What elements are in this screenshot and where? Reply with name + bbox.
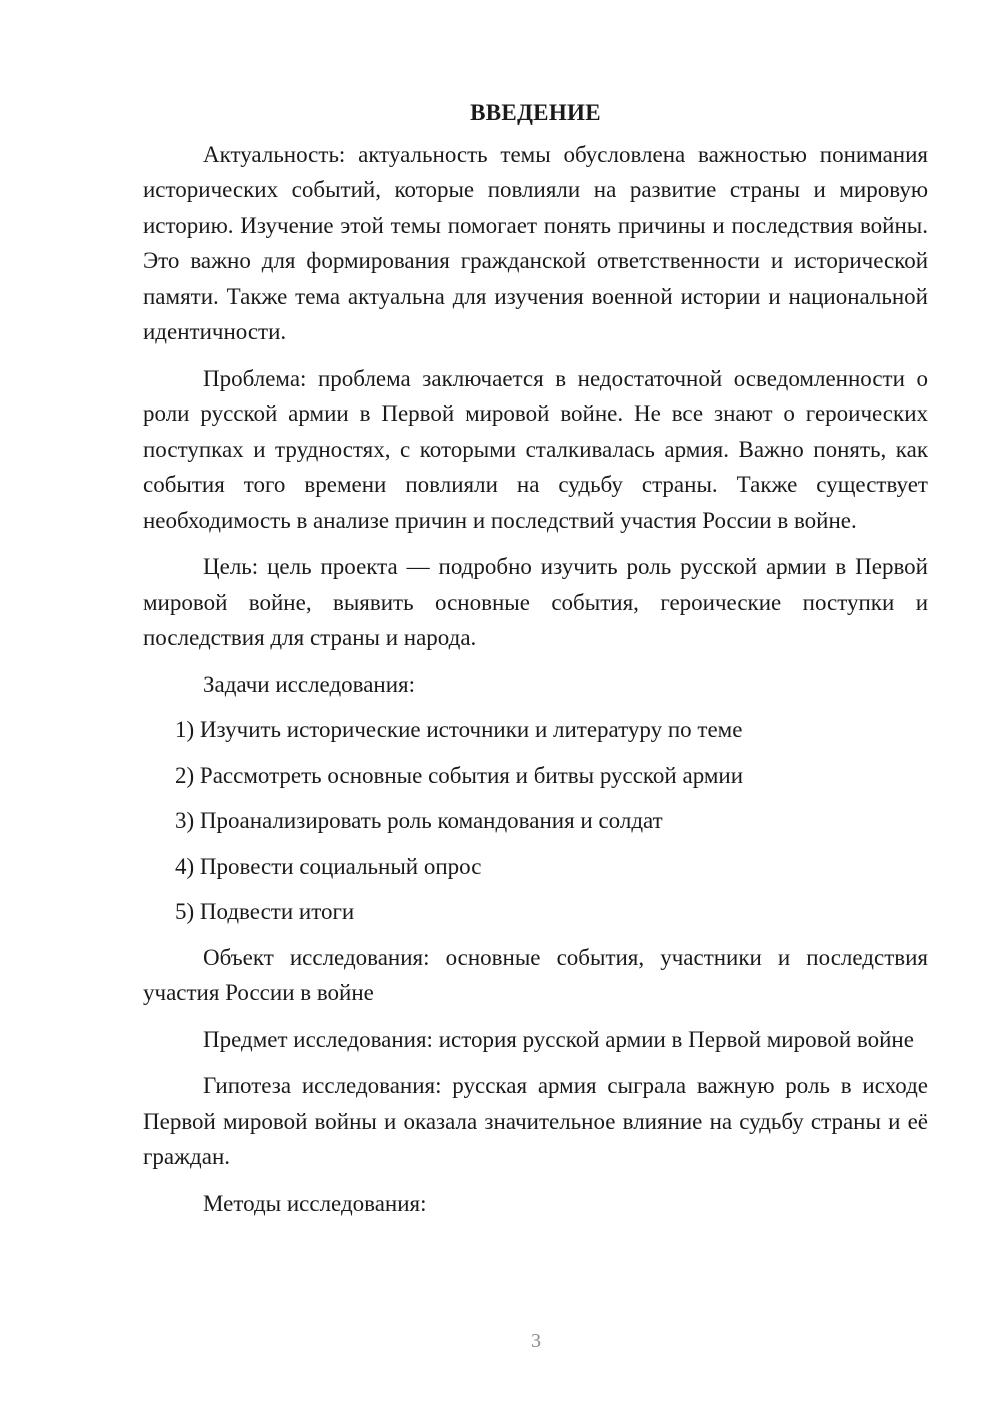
hypothesis-paragraph: Гипотеза исследования: русская армия сыграла важную роль в исходе Первой мировой войны и оказала значительное влияние на судьбу страны и её граждан. — [143, 1073, 928, 1169]
object-paragraph: Объект исследования: основные события, участники и последствия участия России в войне — [143, 944, 928, 1005]
tasks-heading: Задачи исследования: — [203, 671, 416, 697]
problem-paragraph: Проблема: проблема заключается в недостаточной осведомленности о роли русской армии в Первой мировой войне. Не все знают о героических поступках и трудностях, с которыми сталкивалась армия. Важно понять, как события того времени повлияли на судьбу страны. Также существует необходимость в анализе причин и последствий участия России в войне. — [143, 365, 928, 533]
task-item: 2) Рассмотреть основные события и битвы русской армии — [175, 762, 744, 788]
task-item: 5) Подвести итоги — [175, 899, 355, 924]
goal-paragraph: Цель: цель проекта — подробно изучить роль русской армии в Первой мировой войне, выявить основные события, героические поступки и последствия для страны и народа. — [143, 554, 928, 650]
task-item: 3) Проанализировать роль командования и солдат — [175, 808, 663, 833]
page-title: ВВЕДЕНИЕ — [470, 100, 601, 125]
page-number: 3 — [531, 1330, 541, 1352]
task-item: 4) Провести социальный опрос — [175, 853, 482, 879]
tasks-list — [143, 712, 928, 930]
task-item: 1) Изучить исторические источники и литературу по теме — [175, 717, 743, 742]
relevance-paragraph: Актуальность: актуальность темы обусловлена важностью понимания исторических событий, которые повлияли на развитие страны и мировую историю. Изучение этой темы помогает понять причины и последствия войны. Это важно для формирования гражданской ответственности и исторической памяти. Также тема актуальна для изучения военной истории и национальной идентичности. — [143, 141, 928, 344]
page-content — [143, 95, 928, 1231]
methods-heading: Методы исследования: — [203, 1190, 427, 1216]
subject-paragraph: Предмет исследования: история русской армии в Первой мировой войне — [203, 1026, 914, 1052]
